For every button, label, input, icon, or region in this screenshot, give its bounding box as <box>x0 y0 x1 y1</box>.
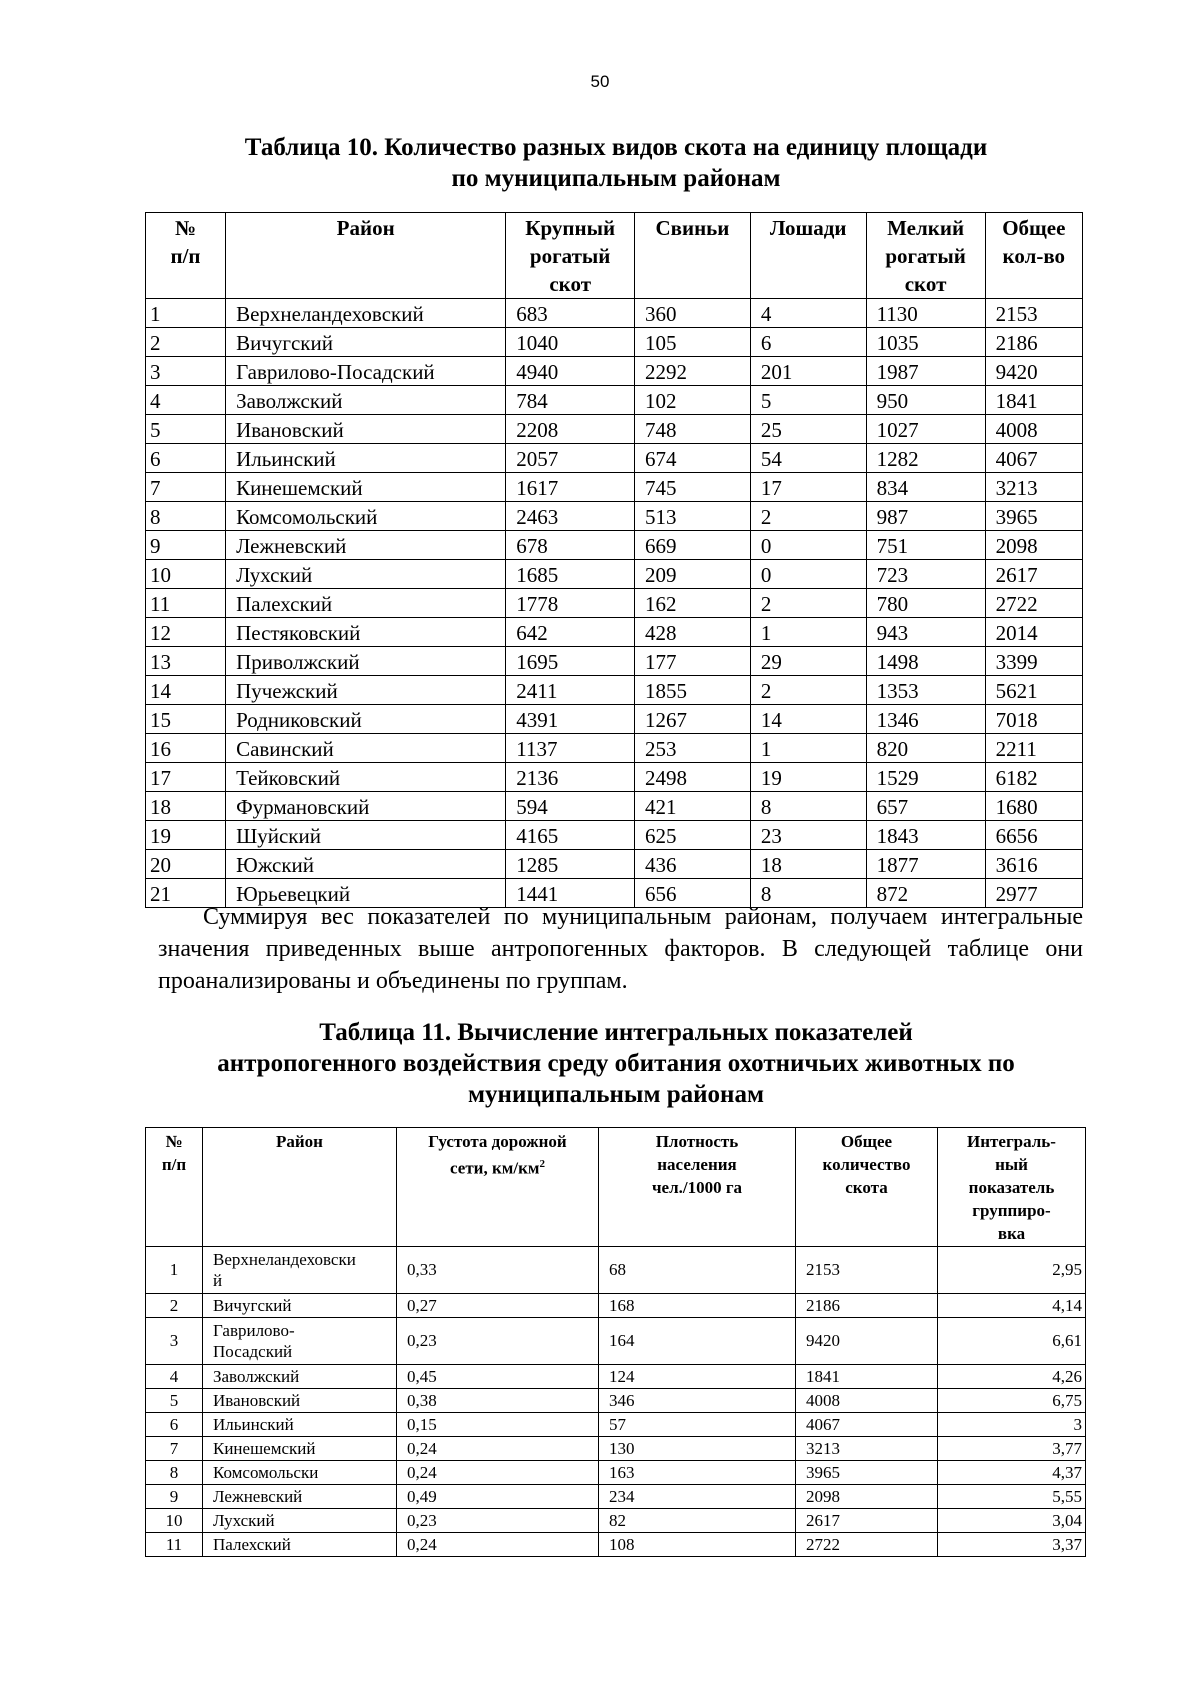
table-cell: 2098 <box>985 531 1082 560</box>
superscript-exponent: 2 <box>539 1158 545 1170</box>
table-cell: Гаврилово- Посадский <box>203 1318 397 1365</box>
table-row <box>146 1485 1086 1509</box>
t10-header-total: Общее кол-во <box>985 213 1082 299</box>
table-row <box>146 502 1083 531</box>
integral-indicators-table <box>145 1127 1086 1557</box>
table-cell: 15 <box>146 705 226 734</box>
table-cell: 513 <box>635 502 751 531</box>
table-cell: 20 <box>146 850 226 879</box>
table-cell: 1130 <box>866 299 985 328</box>
table-cell: 5621 <box>985 676 1082 705</box>
table-cell: 5,55 <box>938 1485 1086 1509</box>
table-cell: 4 <box>146 1365 203 1389</box>
table-cell: Ильинский <box>226 444 506 473</box>
table-cell: 436 <box>635 850 751 879</box>
table-cell: 4067 <box>796 1413 938 1437</box>
table10-header-row <box>146 213 1083 299</box>
table-cell: 950 <box>866 386 985 415</box>
table-row <box>146 1413 1086 1437</box>
table-cell: 1685 <box>506 560 635 589</box>
table-cell: 3965 <box>985 502 1082 531</box>
table-cell: 6 <box>146 444 226 473</box>
table-row <box>146 792 1083 821</box>
table-cell: 2977 <box>985 879 1082 908</box>
table-cell: 0,24 <box>397 1533 599 1557</box>
table-cell: 6656 <box>985 821 1082 850</box>
table-cell: 4008 <box>796 1389 938 1413</box>
table-cell: 428 <box>635 618 751 647</box>
table-row <box>146 328 1083 357</box>
table-cell: 987 <box>866 502 985 531</box>
table-row <box>146 1437 1086 1461</box>
table-cell: 346 <box>599 1389 796 1413</box>
table-cell: 1282 <box>866 444 985 473</box>
table-row <box>146 357 1083 386</box>
table-cell: 9 <box>146 531 226 560</box>
table11-title-line1: Таблица 11. Вычисление интегральных показателей <box>319 1019 913 1046</box>
table-cell: 1 <box>146 1247 203 1294</box>
table-cell: 657 <box>866 792 985 821</box>
table-cell: Лежневский <box>203 1485 397 1509</box>
table-cell: 19 <box>750 763 866 792</box>
table-cell: 7 <box>146 473 226 502</box>
table-cell: 1346 <box>866 705 985 734</box>
livestock-table <box>145 212 1083 908</box>
table-cell: Южский <box>226 850 506 879</box>
table-row <box>146 705 1083 734</box>
table-cell: 4,37 <box>938 1461 1086 1485</box>
table-cell: 0,38 <box>397 1389 599 1413</box>
table-cell: 16 <box>146 734 226 763</box>
table-cell: 674 <box>635 444 751 473</box>
table-cell: 6 <box>146 1413 203 1437</box>
table-cell: 12 <box>146 618 226 647</box>
table-cell: Ивановский <box>226 415 506 444</box>
table-cell: 9 <box>146 1485 203 1509</box>
table-cell: 102 <box>635 386 751 415</box>
table-cell: 0,23 <box>397 1509 599 1533</box>
table-cell: 130 <box>599 1437 796 1461</box>
table-cell: 1843 <box>866 821 985 850</box>
summary-paragraph: Суммируя вес показателей по муниципальным районам, получаем интегральные значения приведенных выше антропогенных факторов. В следующей таблице они проанализированы и объединены по группам. <box>158 904 1083 994</box>
table-cell: 4067 <box>985 444 1082 473</box>
table-cell: Лухский <box>203 1509 397 1533</box>
table-cell: 6182 <box>985 763 1082 792</box>
table-cell: 360 <box>635 299 751 328</box>
table-cell: 1027 <box>866 415 985 444</box>
table-cell: 163 <box>599 1461 796 1485</box>
table-cell: 2498 <box>635 763 751 792</box>
table-cell: Родниковский <box>226 705 506 734</box>
t10-header-small-cattle: Мелкий рогатый скот <box>866 213 985 299</box>
table-cell: 7 <box>146 1437 203 1461</box>
table-cell: 5 <box>750 386 866 415</box>
table-row <box>146 299 1083 328</box>
table-cell: 3399 <box>985 647 1082 676</box>
table-cell: 1855 <box>635 676 751 705</box>
table-cell: 3213 <box>796 1437 938 1461</box>
table-cell: 4391 <box>506 705 635 734</box>
table-cell: 18 <box>146 792 226 821</box>
table-cell: 751 <box>866 531 985 560</box>
table-cell: 164 <box>599 1318 796 1365</box>
table-cell: 2211 <box>985 734 1082 763</box>
table-cell: 9420 <box>796 1318 938 1365</box>
table-cell: 669 <box>635 531 751 560</box>
table-cell: 2411 <box>506 676 635 705</box>
table-cell: Лежневский <box>226 531 506 560</box>
table-cell: 3,77 <box>938 1437 1086 1461</box>
table-cell: 2292 <box>635 357 751 386</box>
table-cell: 1498 <box>866 647 985 676</box>
table-cell: 10 <box>146 1509 203 1533</box>
t10-header-horses: Лошади <box>750 213 866 299</box>
table-row <box>146 763 1083 792</box>
table-cell: 2 <box>146 328 226 357</box>
table-cell: 11 <box>146 589 226 618</box>
table-cell: Лухский <box>226 560 506 589</box>
table-cell: 8 <box>146 502 226 531</box>
table-cell: 683 <box>506 299 635 328</box>
table-row <box>146 1365 1086 1389</box>
table-row <box>146 444 1083 473</box>
table-row <box>146 473 1083 502</box>
table-cell: 253 <box>635 734 751 763</box>
table-cell: 17 <box>146 763 226 792</box>
table-cell: 625 <box>635 821 751 850</box>
table-cell: 0,45 <box>397 1365 599 1389</box>
table-cell: 8 <box>750 792 866 821</box>
table-cell: 642 <box>506 618 635 647</box>
table-row <box>146 1461 1086 1485</box>
table-cell: 201 <box>750 357 866 386</box>
t11-header-district: Район <box>203 1128 397 1247</box>
table-row <box>146 1533 1086 1557</box>
table-cell: 124 <box>599 1365 796 1389</box>
table-cell: 18 <box>750 850 866 879</box>
table-cell: 3965 <box>796 1461 938 1485</box>
table-cell: 594 <box>506 792 635 821</box>
table-cell: 2136 <box>506 763 635 792</box>
table-cell: Приволжский <box>226 647 506 676</box>
table-cell: 82 <box>599 1509 796 1533</box>
table-cell: 54 <box>750 444 866 473</box>
table-cell: Кинешемский <box>226 473 506 502</box>
table-cell: 2098 <box>796 1485 938 1509</box>
table-cell: 13 <box>146 647 226 676</box>
table-cell: Вичугский <box>203 1294 397 1318</box>
table-cell: 1778 <box>506 589 635 618</box>
table-cell: 1529 <box>866 763 985 792</box>
table-row <box>146 734 1083 763</box>
table-cell: 943 <box>866 618 985 647</box>
table-cell: 234 <box>599 1485 796 1509</box>
table-cell: 1617 <box>506 473 635 502</box>
table10-title-line1: Таблица 10. Количество разных видов скота на единицу площади <box>244 134 988 161</box>
table11-body <box>146 1247 1086 1557</box>
table-cell: 105 <box>635 328 751 357</box>
table-cell: 1695 <box>506 647 635 676</box>
t11-header-integral-indicator: Интеграль- ный показатель группиро- вка <box>938 1128 1086 1247</box>
table-cell: Фурмановский <box>226 792 506 821</box>
table-row <box>146 618 1083 647</box>
table-cell: Кинешемский <box>203 1437 397 1461</box>
table-cell: 4 <box>750 299 866 328</box>
table-cell: 9420 <box>985 357 1082 386</box>
table-cell: 4165 <box>506 821 635 850</box>
table-cell: 1877 <box>866 850 985 879</box>
t10-header-number: № п/п <box>146 213 226 299</box>
table-cell: 1841 <box>796 1365 938 1389</box>
t10-header-cattle: Крупный рогатый скот <box>506 213 635 299</box>
table-cell: Ильинский <box>203 1413 397 1437</box>
t10-header-district: Район <box>226 213 506 299</box>
table-cell: Тейковский <box>226 763 506 792</box>
table-row <box>146 1247 1086 1294</box>
table-cell: 0,27 <box>397 1294 599 1318</box>
table-cell: 57 <box>599 1413 796 1437</box>
table-cell: 6,75 <box>938 1389 1086 1413</box>
table-cell: 4,14 <box>938 1294 1086 1318</box>
table-cell: 4008 <box>985 415 1082 444</box>
table-cell: 2 <box>750 502 866 531</box>
table-cell: 2057 <box>506 444 635 473</box>
table-row <box>146 821 1083 850</box>
table-cell: 6,61 <box>938 1318 1086 1365</box>
table-cell: Шуйский <box>226 821 506 850</box>
table-cell: 1353 <box>866 676 985 705</box>
table-cell: Палехский <box>226 589 506 618</box>
table-cell: 2208 <box>506 415 635 444</box>
table-cell: 0,33 <box>397 1247 599 1294</box>
table-row <box>146 850 1083 879</box>
page-number: 50 <box>590 72 610 91</box>
table-cell: 0,24 <box>397 1461 599 1485</box>
table-cell: Вичугский <box>226 328 506 357</box>
table-cell: 7018 <box>985 705 1082 734</box>
table-cell: Заволжский <box>203 1365 397 1389</box>
table-cell: 678 <box>506 531 635 560</box>
table-cell: Юрьевецкий <box>226 879 506 908</box>
table11-header-row <box>146 1128 1086 1247</box>
table-cell: 25 <box>750 415 866 444</box>
table-cell: 1 <box>750 734 866 763</box>
table-cell: 1137 <box>506 734 635 763</box>
table11-title-line2: антропогенного воздействия среду обитания охотничьих животных по <box>217 1050 1015 1077</box>
table-cell: 19 <box>146 821 226 850</box>
table-cell: 1441 <box>506 879 635 908</box>
table-cell: 1267 <box>635 705 751 734</box>
table-cell: 0,24 <box>397 1437 599 1461</box>
table-row <box>146 1389 1086 1413</box>
table-cell: 3 <box>146 357 226 386</box>
table-cell: 209 <box>635 560 751 589</box>
table-row <box>146 531 1083 560</box>
table-row <box>146 1318 1086 1365</box>
t11-header-road-density: Густота дорожной сети, $км/км^2$ <box>397 1128 599 1247</box>
table-row <box>146 386 1083 415</box>
table-cell: 2 <box>750 589 866 618</box>
table-cell: 6 <box>750 328 866 357</box>
table-cell: 3 <box>938 1413 1086 1437</box>
table-row <box>146 647 1083 676</box>
table-cell: 1035 <box>866 328 985 357</box>
table-cell: 834 <box>866 473 985 502</box>
table-cell: Верхнеландеховский <box>226 299 506 328</box>
table-cell: 29 <box>750 647 866 676</box>
table11-title <box>145 1017 1087 1110</box>
table-cell: 2617 <box>796 1509 938 1533</box>
table-cell: 2 <box>146 1294 203 1318</box>
table-cell: Ивановский <box>203 1389 397 1413</box>
table-cell: 784 <box>506 386 635 415</box>
table-cell: 0 <box>750 531 866 560</box>
table-cell: 177 <box>635 647 751 676</box>
table-cell: 421 <box>635 792 751 821</box>
table-cell: 2722 <box>796 1533 938 1557</box>
table-cell: 820 <box>866 734 985 763</box>
table-cell: 168 <box>599 1294 796 1318</box>
table-cell: 723 <box>866 560 985 589</box>
table-cell: 0,49 <box>397 1485 599 1509</box>
table-cell: 23 <box>750 821 866 850</box>
table-row <box>146 1509 1086 1533</box>
table-cell: 68 <box>599 1247 796 1294</box>
table-cell: 1680 <box>985 792 1082 821</box>
table-cell: Гаврилово-Посадский <box>226 357 506 386</box>
table-cell: 14 <box>146 676 226 705</box>
t10-header-pigs: Свиньи <box>635 213 751 299</box>
table-row <box>146 589 1083 618</box>
table-cell: Комсомольский <box>226 502 506 531</box>
table-cell: 8 <box>146 1461 203 1485</box>
table-cell: Савинский <box>226 734 506 763</box>
table-cell: 3213 <box>985 473 1082 502</box>
table-cell: 5 <box>146 1389 203 1413</box>
table11-title-line3: муниципальным районам <box>468 1081 764 1108</box>
table-cell: 3,37 <box>938 1533 1086 1557</box>
table-cell: 872 <box>866 879 985 908</box>
table-cell: Пучежский <box>226 676 506 705</box>
table-cell: 2,95 <box>938 1247 1086 1294</box>
table-row <box>146 676 1083 705</box>
table-row <box>146 1294 1086 1318</box>
table-cell: 14 <box>750 705 866 734</box>
table-cell: 1841 <box>985 386 1082 415</box>
table-cell: Заволжский <box>226 386 506 415</box>
table-row <box>146 560 1083 589</box>
table-cell: 2617 <box>985 560 1082 589</box>
table-cell: 1040 <box>506 328 635 357</box>
table-cell: 2722 <box>985 589 1082 618</box>
table-cell: 4,26 <box>938 1365 1086 1389</box>
table-cell: 745 <box>635 473 751 502</box>
table-cell: 11 <box>146 1533 203 1557</box>
table-cell: 2186 <box>796 1294 938 1318</box>
table-cell: 2463 <box>506 502 635 531</box>
t11-header-number: № п/п <box>146 1128 203 1247</box>
table-cell: 748 <box>635 415 751 444</box>
table-cell: 1987 <box>866 357 985 386</box>
table-row <box>146 415 1083 444</box>
table-cell: 2153 <box>985 299 1082 328</box>
table-cell: 2153 <box>796 1247 938 1294</box>
table-cell: 17 <box>750 473 866 502</box>
table-cell: Верхнеландеховски й <box>203 1247 397 1294</box>
table10-body <box>146 299 1083 908</box>
table-cell: 162 <box>635 589 751 618</box>
table-cell: 3 <box>146 1318 203 1365</box>
table-cell: 4 <box>146 386 226 415</box>
table-cell: 0,15 <box>397 1413 599 1437</box>
table-cell: 780 <box>866 589 985 618</box>
table-cell: 8 <box>750 879 866 908</box>
table-cell: 108 <box>599 1533 796 1557</box>
table-cell: 10 <box>146 560 226 589</box>
table-cell: 3,04 <box>938 1509 1086 1533</box>
table-cell: 1 <box>146 299 226 328</box>
table-cell: 2186 <box>985 328 1082 357</box>
table-cell: 2 <box>750 676 866 705</box>
table-cell: 21 <box>146 879 226 908</box>
table-cell: Пестяковский <box>226 618 506 647</box>
table-cell: 1285 <box>506 850 635 879</box>
table-cell: Палехский <box>203 1533 397 1557</box>
table-cell: 0 <box>750 560 866 589</box>
table-cell: 4940 <box>506 357 635 386</box>
table-cell: 5 <box>146 415 226 444</box>
table-cell: 656 <box>635 879 751 908</box>
t11-header-livestock-total: Общее количество скота <box>796 1128 938 1247</box>
table-cell: 2014 <box>985 618 1082 647</box>
table-cell: 1 <box>750 618 866 647</box>
table-cell: 0,23 <box>397 1318 599 1365</box>
table-cell: Комсомольски <box>203 1461 397 1485</box>
t11-header-population-density: Плотность населения чел./1000 га <box>599 1128 796 1247</box>
table10-title <box>145 132 1087 194</box>
table10-title-line2: по муниципальным районам <box>451 165 781 192</box>
table-cell: 3616 <box>985 850 1082 879</box>
